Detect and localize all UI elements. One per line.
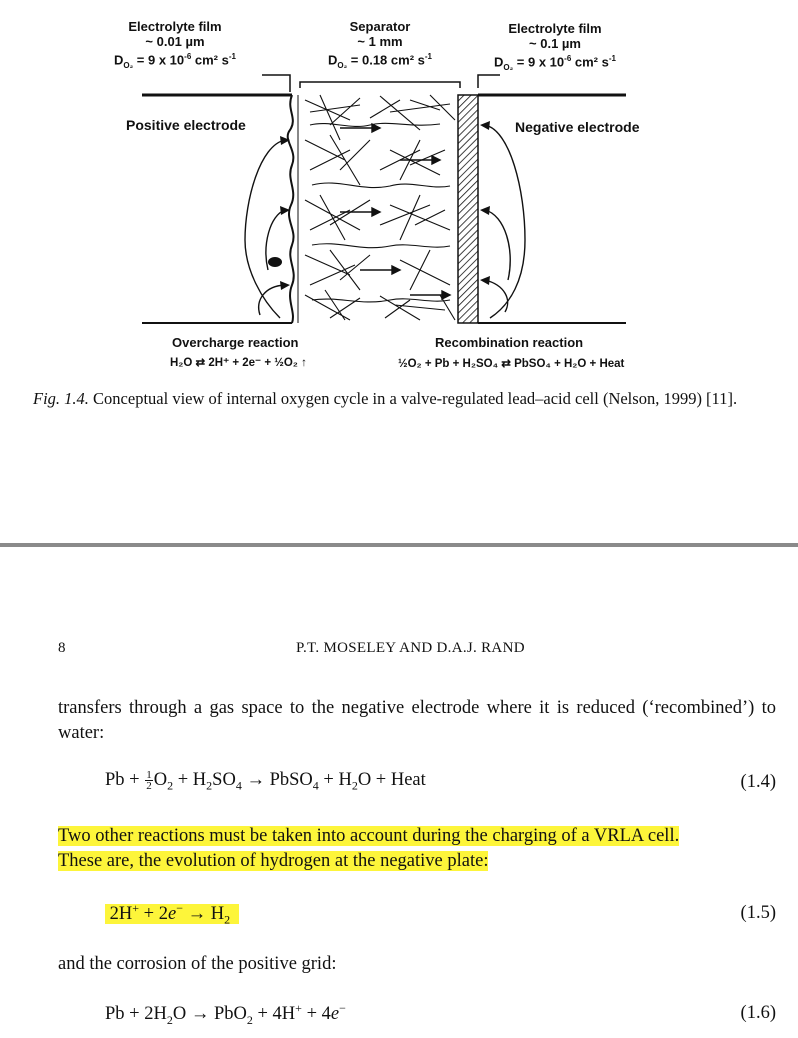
separator-label: Separator ~ 1 mm $D_{O_2} = 0.18$ cm² $s^{-1}$ [328,19,432,70]
figure-caption [33,388,753,409]
equation-1-5: $2H^+ + 2e^- \to H_2$ [105,901,239,928]
page-break-divider [0,543,798,547]
highlighted-line-1: Two other reactions must be taken into account during the charging of a VRLA cell. [58,826,680,846]
equation-number-1-6: (1.6) [740,1003,776,1023]
paragraph-highlighted [58,824,776,874]
overcharge-reaction-equation: H₂O ⇄ 2H⁺ + 2e⁻ + ½O₂ ↑ [170,357,307,369]
paragraph-transfer: transfers through a gas space to the negative electrode where it is reduced (‘recombined’) to water: [58,698,776,743]
left-film-label: Electrolyte film ~ 0.01 µm $D_{O_2} = 9$ x $10^{-6}$ cm² $s^{-1}$ [114,19,236,70]
oxygen-arrows [340,124,450,299]
equation-1-6: $Pb + 2H_2O \to PbO_2 + 4H^+ + 4e^-$ [105,1001,346,1027]
negative-electrode-label: Negative electrode [515,119,640,135]
positive-flow-arrows [245,140,285,318]
right-film-bracket [478,75,500,88]
positive-electrode-label: Positive electrode [126,117,246,133]
recombination-reaction-title: Recombination reaction [435,335,584,350]
figure-ref: Fig. 1.4. [33,389,89,408]
highlighted-line-2: These are, the evolution of hydrogen at the negative plate: [58,851,489,871]
page-number: 8 [58,640,66,656]
overcharge-reaction-title: Overcharge reaction [172,335,299,350]
recombination-reaction-equation: ½O₂ + Pb + H₂SO₄ ⇄ PbSO₄ + H₂O + Heat [398,358,625,370]
positive-electrolyte-film [288,95,294,323]
running-header-authors: P.T. MOSELEY AND D.A.J. RAND [296,640,525,656]
caption-text: Conceptual view of internal oxygen cycle in a valve-regulated lead–acid cell (Nelson, 1999) [11]. [88,389,738,408]
right-film-label: Electrolyte film ~ 0.1 µm $D_{O_2} = 9$ x $10^{-6}$ cm² $s^{-1}$ [494,21,616,72]
oxygen-cycle-diagram [0,0,798,380]
paragraph-corrosion: and the corrosion of the positive grid: [58,954,337,974]
equation-number-1-5: (1.5) [740,903,776,923]
separator-bracket [300,82,460,88]
negative-flow-arrows [485,125,525,318]
negative-arrowheads [480,121,490,285]
oxygen-bubble [268,257,282,267]
equation-1-4: Pb + $\frac{1}{2}$ $O_2 + H_2SO_4$ → PbSO$_4$ + $H_2O$ + Heat [105,769,426,793]
left-film-bracket [262,75,290,92]
equation-number-1-4: (1.4) [740,772,776,792]
negative-plate-hatched [458,95,478,323]
